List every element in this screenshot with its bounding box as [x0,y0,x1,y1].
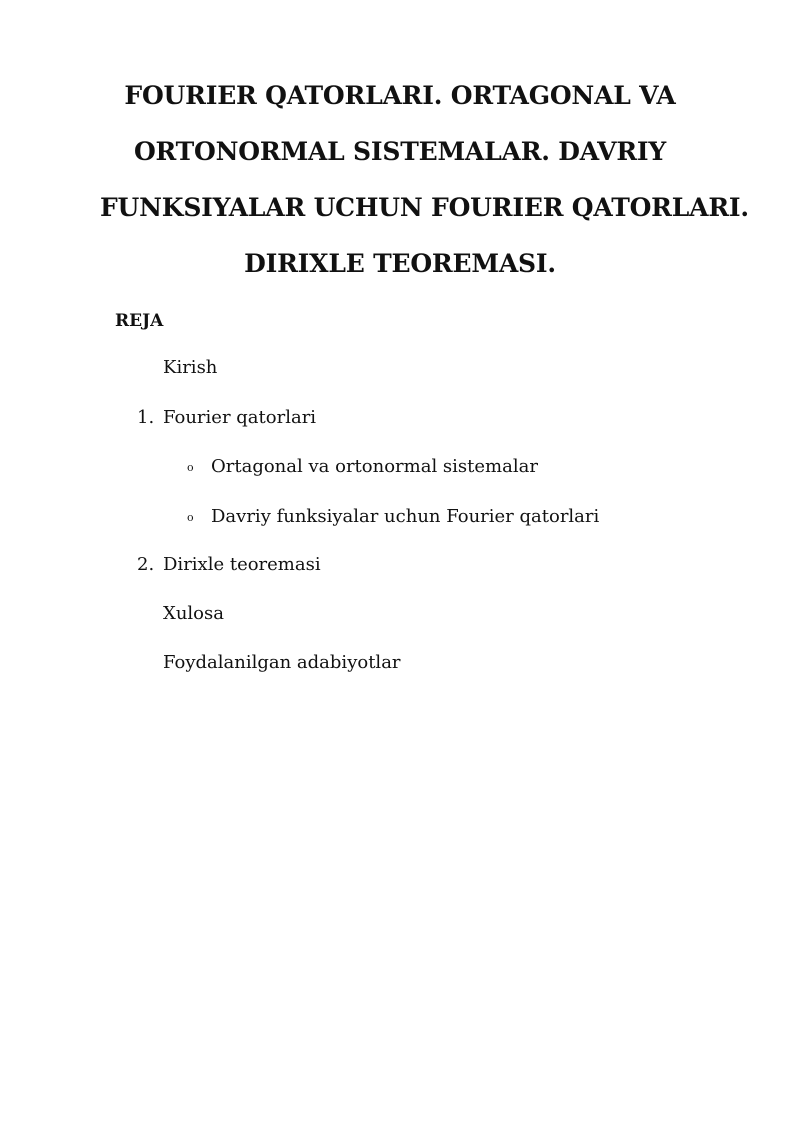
plan-sub-item-2: Davriy funksiyalar uchun Fourier qatorlari [211,506,600,527]
plan-item-1: Fourier qatorlari [163,407,317,428]
document-title [100,68,749,292]
sub-bullet-1-icon: o [187,461,194,474]
plan-conclusion: Xulosa [163,603,224,624]
title-line-3: FUNKSIYALAR UCHUN FOURIER QATORLARI. [100,193,749,222]
title-line-2: ORTONORMAL SISTEMALAR. DAVRIY [133,137,667,166]
sub-bullet-2-icon: o [187,511,194,524]
title-line-1: FOURIER QATORLARI. ORTAGONAL VA [124,81,676,110]
plan-item-1-number: 1. [137,407,155,428]
plan-sub-item-1: Ortagonal va ortonormal sistemalar [211,456,538,477]
title-line-4: DIRIXLE TEOREMASI. [244,249,556,278]
plan-intro: Kirish [163,357,218,378]
plan-heading: REJA [115,311,164,331]
plan-references: Foydalanilgan adabiyotlar [163,652,401,673]
plan-item-2-number: 2. [137,554,155,575]
plan-item-2: Dirixle teoremasi [163,554,321,575]
